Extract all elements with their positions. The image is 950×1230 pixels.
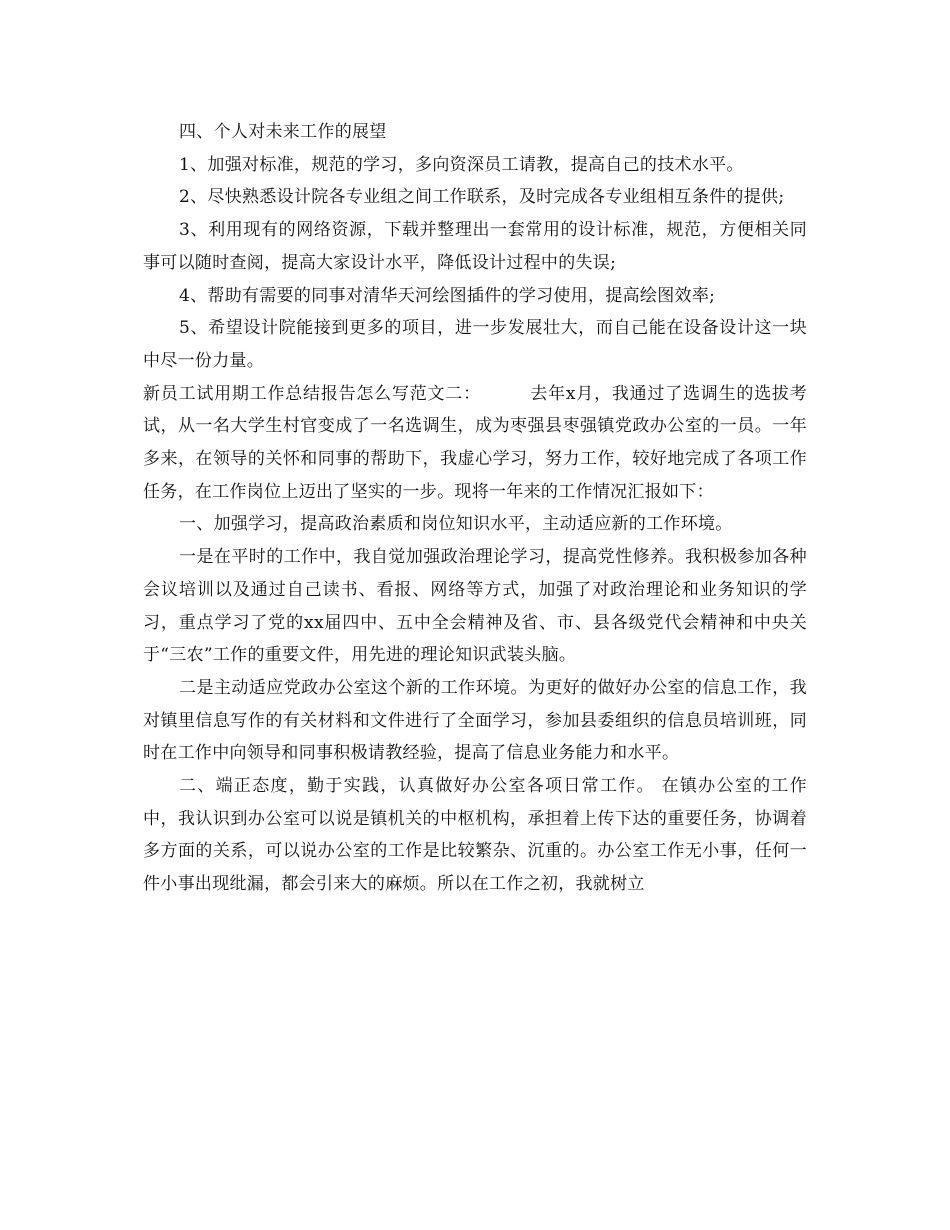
paragraph-section-two: 二、端正态度，勤于实践，认真做好办公室各项日常工作。 在镇办公室的工作中，我认识到办公室可以说是镇机关的中枢机构，承担着上传下达的重要任务，协调着多方面的关系，可以说办公室的工作是比较繁杂、沉重的。办公室工作无小事，任何一件小事出现纰漏，都会引来大的麻烦。所以在工作之初，我就树立 — [143, 776, 807, 895]
document-body — [143, 116, 807, 901]
paragraph-item-1: 1、加强对标准，规范的学习，多向资深员工请教，提高自己的技术水平。 — [179, 154, 744, 175]
paragraph-item-2: 2、尽快熟悉设计院各专业组之间工作联系，及时完成各专业组相互条件的提供; — [179, 187, 785, 208]
paragraph-adapt-environment: 二是主动适应党政办公室这个新的工作环境。为更好的做好办公室的信息工作，我对镇里信息写作的有关材料和文件进行了全面学习，参加县委组织的信息员培训班，同时在工作中向领导和同事积极请教经验，提高了信息业务能力和水平。 — [143, 677, 807, 764]
paragraph-item-4: 4、帮助有需要的同事对清华天河绘图插件的学习使用，提高绘图效率; — [179, 285, 716, 306]
paragraph-item-3: 3、利用现有的网络资源，下载并整理出一套常用的设计标准，规范，方便相关同事可以随时查阅，提高大家设计水平，降低设计过程中的失误; — [143, 220, 807, 273]
paragraph-item-5: 5、希望设计院能接到更多的项目，进一步发展壮大，而自己能在设备设计这一块中尽一份力量。 — [143, 318, 807, 371]
paragraph-political-study: 一是在平时的工作中，我自觉加强政治理论学习，提高党性修养。我积极参加各种会议培训以及通过自己读书、看报、网络等方式，加强了对政治理论和业务知识的学习，重点学习了党的xx届四中、五中全会精神及省、市、县各级党代会精神和中央关于“三农”工作的重要文件，用先进的理论知识武装头脑。 — [143, 547, 807, 666]
heading-section-one: 一、加强学习，提高政治素质和岗位知识水平，主动适应新的工作环境。 — [179, 514, 733, 535]
paragraph-sample-two-intro: 新员工试用期工作总结报告怎么写范文二： 去年x月，我通过了选调生的选拔考试，从一名大学生村官变成了一名选调生，成为枣强县枣强镇党政办公室的一员。一年多来，在领导的关怀和同事的帮助下，我虚心学习，努力工作，较好地完成了各项工作任务，在工作岗位上迈出了坚实的一步。现将一年来的工作情况汇报如下： — [143, 383, 807, 502]
heading-future-outlook: 四、个人对未来工作的展望 — [179, 122, 387, 142]
